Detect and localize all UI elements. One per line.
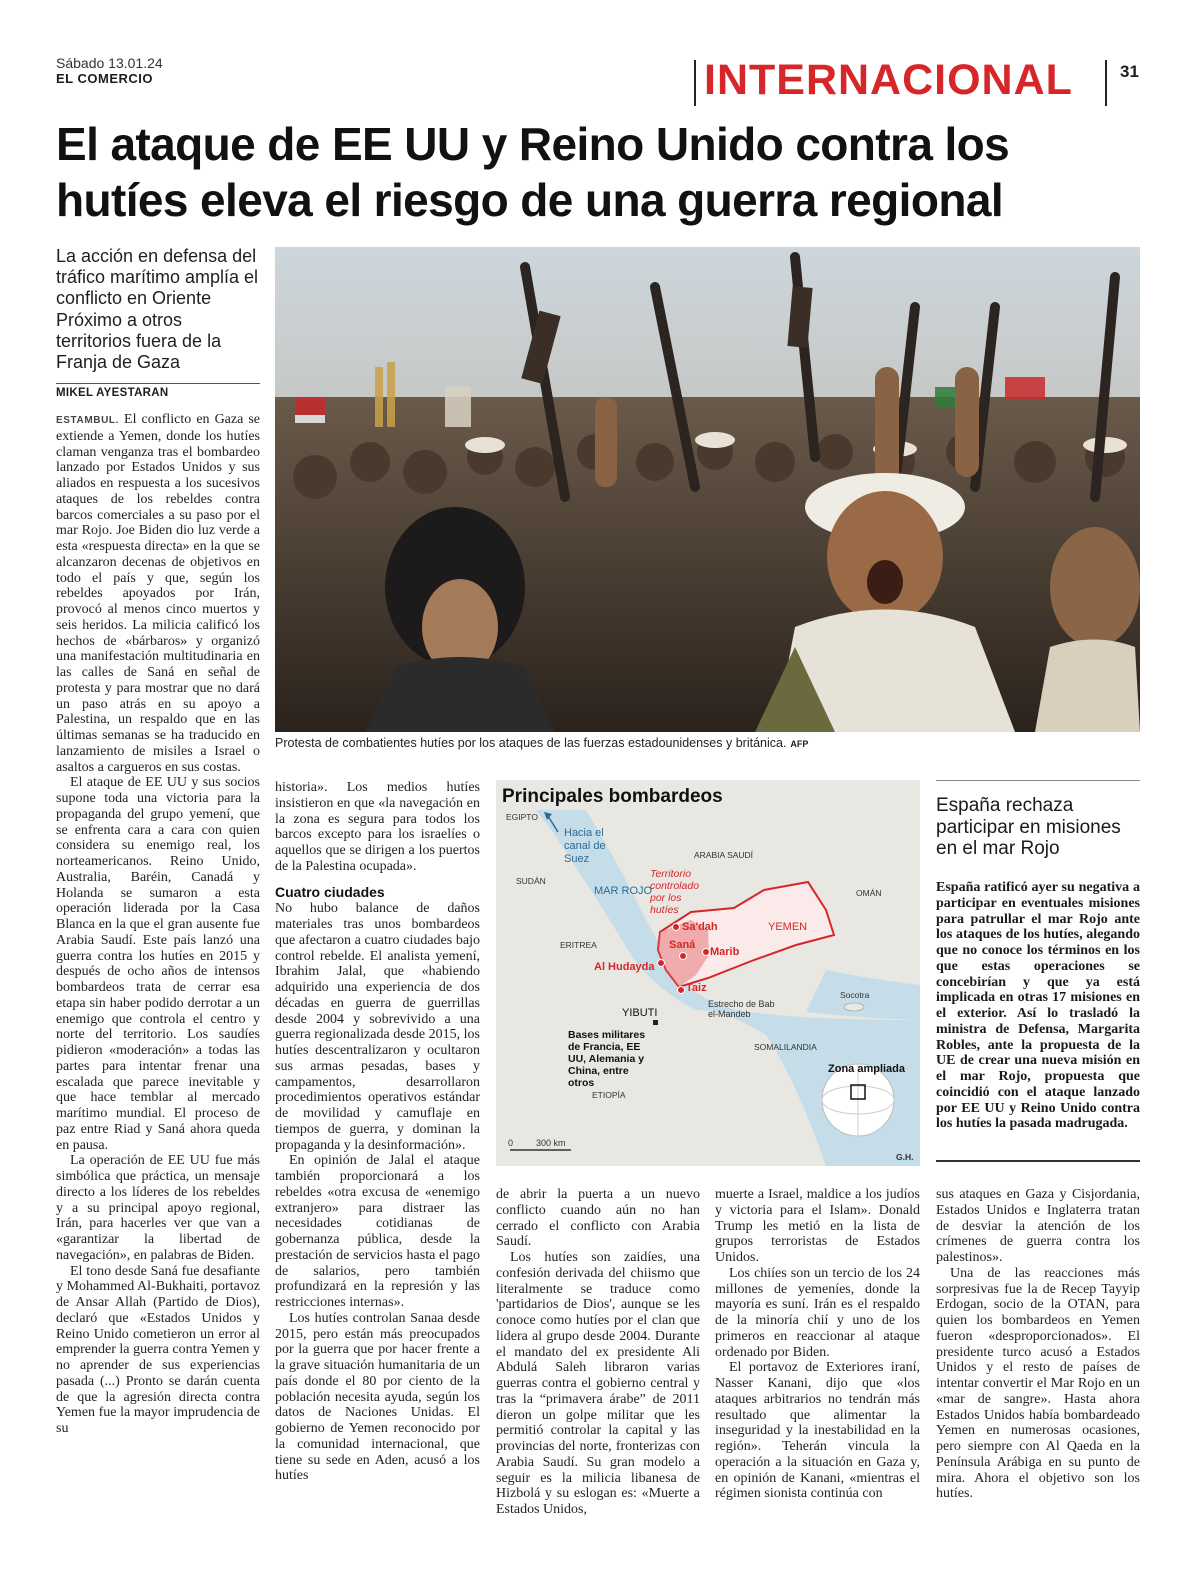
city-taiz: Taiz — [686, 982, 707, 994]
sidebar-headline: España rechaza participar en misiones en el mar Rojo — [936, 795, 1121, 859]
sidebar-bottom-rule — [936, 1160, 1140, 1162]
paragraph: sus ataques en Gaza y Cisjordania, Estados Unidos e Inglaterra tratan de desviar la atención de los crímenes de guerra contra los palestinos». — [936, 1187, 1140, 1265]
paragraph: El portavoz de Exteriores iraní, Nasser Kanani, dijo que «los ataques arbitrarios no tendrán más resultado que alimentar la inseguridad y la inestabilidad en la región». Teherán vincula la operación a la situación en Gaza y, en opinión de Kanani, «mientras el régimen sionista continúa con — [715, 1360, 920, 1502]
socotra-island — [844, 1003, 864, 1011]
news-photo — [275, 247, 1140, 732]
page-number: 31 — [1120, 62, 1139, 81]
map-title: Principales bombardeos — [502, 786, 723, 807]
sidebar-top-rule — [936, 780, 1140, 781]
label-bab-el-mandeb: Estrecho de Bab el-Mandeb — [708, 999, 775, 1019]
city-hudayda: Al Hudayda — [594, 961, 655, 973]
newspaper-name: EL COMERCIO — [56, 71, 153, 86]
article-column-5 — [936, 1187, 1140, 1542]
label-socotra: Socotra — [840, 990, 870, 1000]
paragraph: de abrir la puerta a un nuevo conflicto cuando aún no han cerrado el conflicto con Arabia Saudí. — [496, 1187, 700, 1250]
paragraph: Los hutíes controlan Sanaa desde 2015, pero están más preocupados por la guerra que por hacer frente a la grave situación humanitaria de un país donde el 80 por ciento de la población necesita ayuda, según los datos de Naciones Unidas. El gobierno de Yemen reconocido por la comunidad internacional, que tiene su sede en Aden, acusó a los hutíes — [275, 1310, 480, 1484]
headline: El ataque de EE UU y Reino Unido contra los hutíes eleva el riesgo de una guerra regional — [56, 118, 1010, 226]
photo-caption: Protesta de combatientes hutíes por los ataques de las fuerzas estadounidenses y británica. AFP — [275, 736, 809, 750]
label-saudi: ARABIA SAUDÍ — [694, 850, 754, 860]
city-dot-hudayda — [658, 960, 665, 967]
label-somaliland: SOMALILANDIA — [754, 1042, 817, 1052]
paragraph: Los chiíes son un tercio de los 24 millones de yemeníes, donde la mayoría es suní. Irán es el respaldo de la minoría chií y uno de los primeros en reaccionar al ataque ordenado por Biden. — [715, 1265, 920, 1360]
yibuti-marker — [653, 1020, 658, 1025]
city-dot-sana — [680, 953, 687, 960]
city-sadah: Sa'dah — [682, 921, 718, 933]
paragraph: muerte a Israel, maldice a los judíos y victoria para el Islam». Donald Trump les metió en la lista de grupos terroristas de Estados Unidos. — [715, 1187, 920, 1265]
label-oman: OMÁN — [856, 888, 882, 898]
byline: MIKEL AYESTARAN — [56, 387, 169, 399]
paragraph: El ataque de EE UU y sus socios supone toda una victoria para la propaganda del grupo yemení, que se enfrenta cara a cara con quien considera su enemigo real, los norteamericanos. Reino Unido, Australia, Baréin, Canadá y Holanda se sumaron a esta operación liderada por la Casa Blanca en la que el gran ausente fue Arabia Saudí. Este país lanzó una guerra contra los hutíes en 2015 y después de ocho años de intensos bombardeos trata de cerrar esa etapa sin haber podido derrotar a un enemigo que controla el centro y norte del territorio. Los saudíes pidieron «moderación» a todas las partes para intentar frenar una escalada que parece inevitable y que hace temblar al mercado marítimo mundial. El proceso de paz entre Riad y Saná ahora queda en pausa. — [56, 775, 260, 1153]
scale-zero: 0 — [508, 1138, 514, 1148]
dateline: ESTAMBUL. — [56, 415, 119, 426]
article-column-1 — [56, 412, 260, 1542]
sidebar-body: España ratificó ayer su negativa a participar en eventuales misiones para patrullar el mar Rojo ante los ataques de los hutíes, alegando que no conoce los términos en los que estas operaciones se concebirían y que ya está implicada en otras 17 misiones en el exterior. Así lo trasladó la ministra de Defensa, Margarita Robles, ante la propuesta de la UE de crear una nueva misión en el mar Rojo, propuesta que coincidió con el ataque lanzado por EE UU y Reino Unido contra los hutíes la pasada madrugada. — [936, 880, 1140, 1132]
city-sana: Saná — [669, 939, 696, 951]
map-credit: G.H. — [896, 1152, 914, 1162]
protest-photo-illustration — [275, 247, 1140, 732]
issue-date: Sábado 13.01.24 — [56, 55, 163, 71]
dek-rule — [56, 383, 260, 384]
paragraph: Una de las reacciones más sorpresivas fue la de Recep Tayyip Erdogan, socio de la OTAN, para quien los bombardeos en Yemen fueron «desproporcionados». El presidente turco acusó a Estados Unidos y el resto de países de intentar convertir el Mar Rojo en un «mar de sangre». Hasta ahora Estados Unidos había bombardeado Yemen en numerosas ocasiones, pero siempre con Al Qaeda en la Península Arábiga en su punto de mira. Ahora el objetivo son los hutíes. — [936, 1265, 1140, 1502]
paragraph: historia». Los medios hutíes insistieron en que «la navegación en la zona es segura para todos los barcos excepto para los israelíes o aquellos que se dirigen a los puertos de la Palestina ocupada». — [275, 780, 480, 874]
header-divider — [1105, 60, 1107, 106]
label-yibuti: YIBUTI — [622, 1007, 658, 1019]
label-red-sea: MAR ROJO — [594, 885, 653, 897]
city-marib: Marib — [710, 946, 740, 958]
paragraph: ESTAMBUL. El conflicto en Gaza se extiende a Yemen, donde los hutíes claman venganza tras el bombardeo lanzado por Estados Unidos y sus aliados en respuesta a los sucesivos ataques de los rebeldes contra barcos comerciales a su paso por el mar Rojo. Joe Biden dio luz verde a esta «respuesta directa» en la que se alcanzaron decenas de objetivos en todo el país y que, según los rebeldes apoyados por Irán, provocó al menos cinco muertos y seis heridos. La milicia calificó los hechos de «bárbaros» y organizó una manifestación multitudinaria en las calles de Saná en señal de protesta y para mostrar que no dará un paso atrás en su apoyo a Palestina, un respaldo que en las últimas semanas se ha traducido en lanzamiento de misiles a Israel o asaltos a cargueros en sus costas. — [56, 412, 260, 775]
paragraph: El tono desde Saná fue desafiante y Mohammed Al-Bukhaiti, portavoz de Ansar Allah (Partido de Dios), declaró que «Estados Unidos y Reino Unido cometieron un error al emprender la guerra contra Yemen y no aprender de sus experiencias pasada (...) Pronto se darán cuenta de que la agresión directa contra Yemen fue la mayor imprudencia de su — [56, 1263, 260, 1436]
yemen-map-graphic — [496, 780, 920, 1166]
header-divider — [694, 60, 696, 106]
section-title: INTERNACIONAL — [704, 56, 1073, 104]
scale-km: 300 km — [536, 1138, 566, 1148]
city-dot-taiz — [678, 987, 685, 994]
label-zone: Zona ampliada — [828, 1063, 906, 1075]
photo-credit: AFP — [790, 739, 809, 749]
label-eritrea: ERITREA — [560, 940, 597, 950]
paragraph: La operación de EE UU fue más simbólica que práctica, un mensaje directo a los líderes de los rebeldes y a su principal apoyo regional, Irán, para hacerles ver que van a «garantizar la libertad de navegación», en palabras de Biden. — [56, 1153, 260, 1263]
subhead: Cuatro ciudades — [275, 883, 385, 900]
label-suez: Hacia el canal de Suez — [564, 827, 606, 865]
label-bases: Bases militares de Francia, EE UU, Alemania y China, entre otros — [568, 1029, 646, 1089]
article-column-3 — [496, 1187, 700, 1542]
paragraph: En opinión de Jalal el ataque también proporcionará a los rebeldes «otra excusa de «enemigo extranjero» para distraer las necesidades cotidianas de gobernanza pública, desde la prestación de servicios hasta el pago de salarios, pero también profundizará en la represión y las restricciones internas». — [275, 1153, 480, 1310]
article-column-4 — [715, 1187, 920, 1542]
paragraph: No hubo balance de daños materiales tras unos bombardeos que afectaron a cuatro ciudades bajo control rebelde. El analista yemení, Ibrahim Jalal, que «habiendo adquirido una experiencia de dos décadas en guerra de guerrillas desde 2004 y sobrevivido a una guerra regionalizada desde 2015, los hutíes descentralizaron y ocultaron sus armas pesadas, bases y campamentos, desarrollaron procedimientos operativos estándar de movilidad y camuflaje en tiempos de guerra, y dominan la propaganda y la desinformación». — [275, 901, 480, 1153]
label-yemen: YEMEN — [768, 921, 808, 933]
label-territory: Territorio controlado por los hutíes — [650, 868, 700, 916]
paragraph: Los hutíes son zaidíes, una confesión derivada del chiismo que literalmente se traduce como 'partidarios de Dios', aunque se les conoce como hutíes por el clan que lidera al grupo desde 2004. Durante el mandato del ex presidente Ali Abdulá Saleh libraron varias guerras contra el gobierno central y tras la “primavera árabe” de 2011 dieron un golpe militar que les permitió controlar la capital y las provincias del norte, fronterizas con Arabia Saudí. Su gran modelo a seguir es la milicia libanesa de Hizbolá y su eslogan es: «Muerte a Estados Unidos, — [496, 1250, 700, 1517]
city-dot-marib — [703, 949, 710, 956]
dek: La acción en defensa del tráfico marítimo amplía el conflicto en Oriente Próximo a otros territorios fuera de la Franja de Gaza — [56, 246, 259, 373]
label-egypt: EGIPTO — [506, 812, 538, 822]
article-column-2 — [275, 780, 480, 1545]
city-dot-sadah — [673, 924, 680, 931]
label-sudan: SUDÁN — [516, 876, 546, 886]
label-ethiopia: ETIOPÍA — [592, 1090, 626, 1100]
